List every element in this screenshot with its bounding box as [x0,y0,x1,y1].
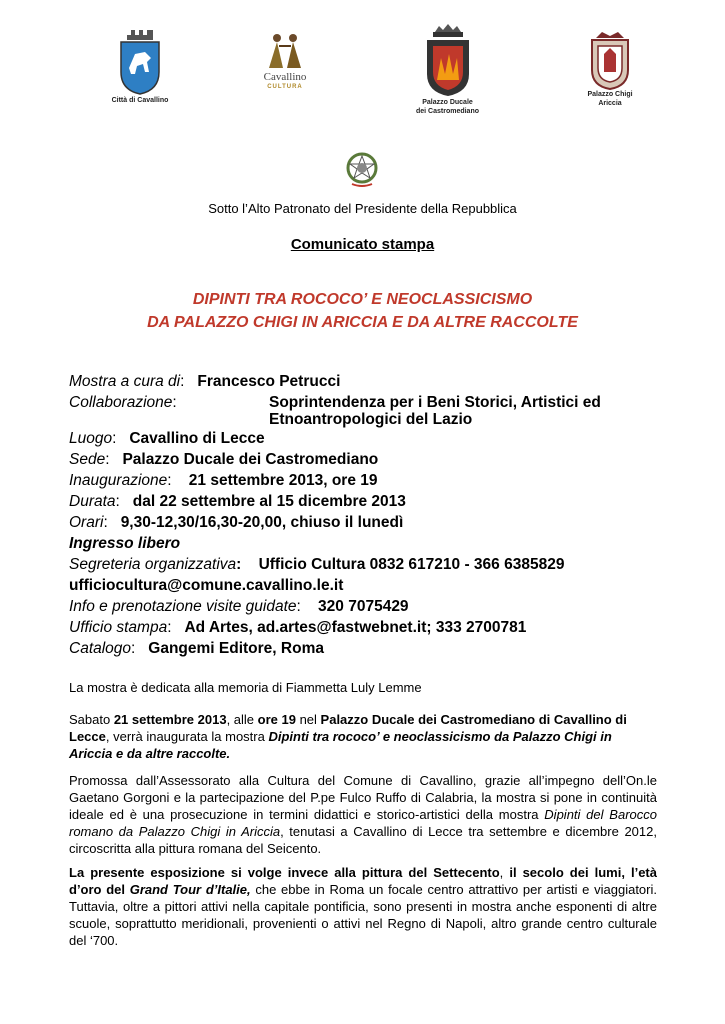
exhibition-title-line-2: DA PALAZZO CHIGI IN ARICCIA E DA ALTRE RACCOLTE [147,314,578,331]
exhibition-title-line-1: DIPINTI TRA ROCOCO’ E NEOCLASSICISMO [192,291,533,308]
place-label: Luogo [69,430,113,447]
cultura-sub: CULTURA [267,84,303,90]
venue-label: Sede [69,451,106,468]
hours-label: Orari [69,514,104,531]
collaboration-value-2: Etnoantropologici del Lazio [269,411,473,428]
chigi-caption-1: Palazzo Chigi [587,91,633,98]
press-office-label: Ufficio stampa [69,619,168,636]
hours-value: 9,30-12,30/16,30-20,00, chiuso il lunedì [120,514,404,531]
palazzo-ducale-logo [400,24,495,116]
duration-label: Durata [69,493,116,510]
paragraph-exhibition: La presente esposizione si volge invece alla pittura del Settecento, il secolo dei lumi, l’età d’oro del Grand Tour d’Italie, che ebbe in Roma un focale centro attrattivo per artisti e viaggiatori. Tuttavia, oltre a pittori attivi nella capitale pontificia, sono presenti in mostra anche esponenti di altre scuole, soprattutto meridionali, provenienti o attivi nel Regno di Napoli, altro grande centro culturale del ‘700. [69,865,657,948]
free-entry-row [69,534,669,554]
opening-value: 21 settembre 2013, ore 19 [188,472,378,489]
hours-row: Orari: 9,30-12,30/16,30-20,00, chiuso il lunedì [69,514,404,531]
opening-label: Inaugurazione [69,472,168,489]
cavallino-cultura-logo [250,32,320,91]
crest-icon [115,28,165,96]
secretary-label: Segreteria organizzativa [69,556,237,573]
email-row [69,576,669,596]
catalog-row: Catalogo: Gangemi Editore, Roma [69,640,324,657]
duration-row: Durata: dal 22 settembre al 15 dicembre 2013 [69,493,406,510]
place-value: Cavallino di Lecce [129,430,265,447]
booking-label: Info e prenotazione visite guidate [69,598,297,615]
palazzo-caption-2: dei Castromediano [415,108,479,115]
ducal-crest-icon [423,24,473,98]
venue-value: Palazzo Ducale dei Castromediano [122,451,379,468]
collaboration-value-1: Soprintendenza per i Beni Storici, Artistici ed [269,394,601,411]
palazzo-caption-1: Palazzo Ducale [422,99,473,106]
press-office-value: Ad Artes, ad.artes@fastwebnet.it; 333 2700781 [184,619,527,636]
catalog-value: Gangemi Editore, Roma [148,640,324,657]
opening-row: Inaugurazione: 21 settembre 2013, ore 19 [69,472,378,489]
collaboration-row: Collaborazione: Soprintendenza per i Beni Storici, Artistici ed [69,394,601,411]
chigi-caption-2: Ariccia [598,100,622,107]
curator-row: Mostra a cura di: Francesco Petrucci [69,373,341,390]
free-entry: Ingresso libero [69,535,181,552]
paragraph-opening: Sabato 21 settembre 2013, alle ore 19 nel Palazzo Ducale dei Castromediano di Cavallino di Lecce, verrà inaugurata la mostra Dipinti tra rococo’ e neoclassicismo da Palazzo Chigi in Ariccia e da altre raccolte. [69,712,627,761]
press-release-heading: Comunicato stampa [290,236,435,253]
secretary-row: Segreteria organizzativa: Ufficio Cultura 0832 617210 - 366 6385829 [69,556,565,573]
curator-value: Francesco Petrucci [197,373,341,390]
booking-row: Info e prenotazione visite guidate: 320 7075429 [69,598,409,615]
venue-row: Sede: Palazzo Ducale dei Castromediano [69,451,379,468]
catalog-label: Catalogo [69,640,132,657]
cavallino-crest-logo [95,28,185,105]
press-office-row: Ufficio stampa: Ad Artes, ad.artes@fastwebnet.it; 333 2700781 [69,619,527,636]
booking-value: 320 7075429 [318,598,409,615]
email-link[interactable]: ufficiocultura@comune.cavallino.le.it [69,577,344,594]
palazzo-chigi-logo [570,32,650,108]
place-row: Luogo: Cavallino di Lecce [69,430,265,447]
cultura-name: Cavallino [263,71,307,83]
republic-emblem-icon [346,152,378,193]
dancers-icon [255,32,315,72]
collaboration-label: Collaborazione [69,394,173,411]
patronage-line: Sotto l’Alto Patronato del Presidente della Repubblica [208,201,517,216]
cavallino-caption: Città di Cavallino [111,97,169,104]
duration-value: dal 22 settembre al 15 dicembre 2013 [132,493,406,510]
chigi-crest-icon [588,32,632,90]
dedication-text: La mostra è dedicata alla memoria di Fiammetta Luly Lemme [69,680,422,695]
secretary-value: Ufficio Cultura 0832 617210 - 366 6385829 [258,556,565,573]
paragraph-promotion: Promossa dall’Assessorato alla Cultura del Comune di Cavallino, grazie all’impegno dell’On.le Gaetano Gorgoni e la partecipazione del P.pe Fulco Ruffo di Calabria, la mostra si pone in continuità ideale ed è una prosecuzione in termini didattici e storico-artistici della mostra Dipinti del Barocco romano da Palazzo Chigi in Ariccia, tenutasi a Cavallino di Lecce tra settembre e dicembre 2012, circoscritta alla pittura romana del Seicento. [69,773,657,856]
curator-label: Mostra a cura di [69,373,181,390]
